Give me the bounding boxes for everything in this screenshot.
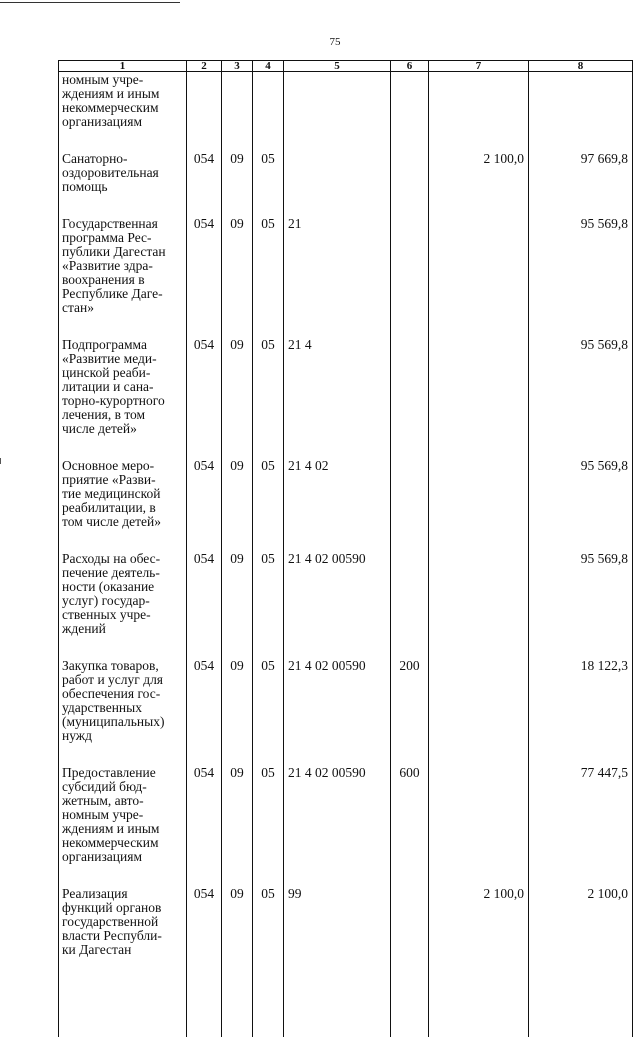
row-name-line: ности (оказание bbox=[62, 579, 155, 594]
row-name bbox=[59, 72, 187, 150]
cell-expense-type bbox=[391, 549, 429, 656]
row-name-line: нужд bbox=[62, 728, 92, 743]
column-header-3: 3 bbox=[222, 61, 253, 72]
cell-expense-type: 600 bbox=[391, 763, 429, 884]
row-name-line: ждениям и иным bbox=[62, 86, 160, 101]
margin-mark bbox=[0, 458, 1, 464]
row-name-line: Реализация bbox=[62, 886, 128, 901]
cell-section: 09 bbox=[222, 456, 253, 549]
row-name bbox=[59, 456, 187, 549]
header-row bbox=[59, 61, 633, 72]
cell-column-8: 95 569,8 bbox=[529, 214, 633, 335]
cell-subsection: 05 bbox=[253, 656, 284, 763]
cell-section: 09 bbox=[222, 214, 253, 335]
row-name bbox=[59, 149, 187, 214]
row-name-line: организациям bbox=[62, 114, 143, 129]
cell-ministry: 054 bbox=[187, 656, 222, 763]
cell-column-8: 95 569,8 bbox=[529, 549, 633, 656]
column-header-6: 6 bbox=[391, 61, 429, 72]
row-name-line: ждениям и иным bbox=[62, 821, 160, 836]
cell-ministry: 054 bbox=[187, 884, 222, 1037]
column-header-7: 7 bbox=[429, 61, 529, 72]
cell-column-7: 2 100,0 bbox=[429, 149, 529, 214]
row-name-line: номным учре- bbox=[62, 807, 144, 822]
row-name-line: субсидий бюд- bbox=[62, 779, 147, 794]
row-name-line: «Развитие здра- bbox=[62, 258, 153, 273]
cell-subsection bbox=[253, 72, 284, 150]
row-name-line: приятие «Разви- bbox=[62, 472, 156, 487]
cell-section: 09 bbox=[222, 335, 253, 456]
row-name-line: числе детей» bbox=[62, 421, 137, 436]
row-name-line: некоммерческим bbox=[62, 100, 159, 115]
cell-subsection: 05 bbox=[253, 884, 284, 1037]
cell-column-8: 95 569,8 bbox=[529, 335, 633, 456]
cell-column-7: 2 100,0 bbox=[429, 884, 529, 1037]
row-name-line: реабилитации, в bbox=[62, 500, 156, 515]
cell-target-article: 21 4 bbox=[284, 335, 391, 456]
row-name-line: государственной bbox=[62, 914, 159, 929]
cell-column-7 bbox=[429, 456, 529, 549]
row-name-line: помощь bbox=[62, 179, 108, 194]
table-row bbox=[59, 763, 633, 884]
row-name-line: Санаторно- bbox=[62, 151, 128, 166]
cell-ministry: 054 bbox=[187, 214, 222, 335]
cell-column-8 bbox=[529, 72, 633, 150]
cell-target-article: 21 bbox=[284, 214, 391, 335]
row-name-line: работ и услуг для bbox=[62, 672, 164, 687]
cell-subsection: 05 bbox=[253, 214, 284, 335]
row-name bbox=[59, 549, 187, 656]
row-name-line: оздоровительная bbox=[62, 165, 159, 180]
row-name-line: лечения, в том bbox=[62, 407, 146, 422]
row-name-line: функций органов bbox=[62, 900, 162, 915]
cell-section: 09 bbox=[222, 884, 253, 1037]
cell-expense-type bbox=[391, 149, 429, 214]
row-name bbox=[59, 656, 187, 763]
column-header-1: 1 bbox=[59, 61, 187, 72]
cell-subsection: 05 bbox=[253, 456, 284, 549]
cell-ministry: 054 bbox=[187, 149, 222, 214]
row-name-line: тие медицинской bbox=[62, 486, 161, 501]
cell-expense-type bbox=[391, 335, 429, 456]
row-name bbox=[59, 884, 187, 1037]
cell-section: 09 bbox=[222, 549, 253, 656]
row-name-line: литации и сана- bbox=[62, 379, 154, 394]
cell-section: 09 bbox=[222, 763, 253, 884]
column-header-2: 2 bbox=[187, 61, 222, 72]
cell-subsection: 05 bbox=[253, 763, 284, 884]
cell-expense-type: 200 bbox=[391, 656, 429, 763]
cell-column-8: 18 122,3 bbox=[529, 656, 633, 763]
column-header-8: 8 bbox=[529, 61, 633, 72]
row-name-line: власти Республи- bbox=[62, 928, 162, 943]
page-number: 75 bbox=[329, 36, 341, 48]
cell-subsection: 05 bbox=[253, 149, 284, 214]
row-name bbox=[59, 214, 187, 335]
cell-target-article: 21 4 02 00590 bbox=[284, 656, 391, 763]
cell-expense-type bbox=[391, 456, 429, 549]
cell-column-8: 97 669,8 bbox=[529, 149, 633, 214]
row-name-line: номным учре- bbox=[62, 72, 144, 87]
cell-target-article: 21 4 02 00590 bbox=[284, 549, 391, 656]
cell-expense-type bbox=[391, 884, 429, 1037]
row-name-line: стан» bbox=[62, 300, 95, 315]
row-name-line: организациям bbox=[62, 849, 143, 864]
cell-subsection: 05 bbox=[253, 335, 284, 456]
row-name-line: печение деятель- bbox=[62, 565, 160, 580]
cell-ministry: 054 bbox=[187, 335, 222, 456]
cell-target-article: 21 4 02 bbox=[284, 456, 391, 549]
table-row bbox=[59, 456, 633, 549]
row-name-line: услуг) государ- bbox=[62, 593, 150, 608]
cell-column-7 bbox=[429, 549, 529, 656]
row-name-line: публики Дагестан bbox=[62, 244, 166, 259]
cell-target-article bbox=[284, 72, 391, 150]
cell-expense-type bbox=[391, 214, 429, 335]
row-name-line: Расходы на обес- bbox=[62, 551, 161, 566]
row-name-line: ственных учре- bbox=[62, 607, 151, 622]
cell-column-7 bbox=[429, 214, 529, 335]
row-name-line: воохранения в bbox=[62, 272, 145, 287]
row-name-line: Предоставление bbox=[62, 765, 156, 780]
row-name-line: Государственная bbox=[62, 216, 158, 231]
row-name-line: ждений bbox=[62, 621, 106, 636]
row-name-line: ки Дагестан bbox=[62, 942, 132, 957]
row-name-line: (муниципальных) bbox=[62, 714, 165, 729]
row-name bbox=[59, 335, 187, 456]
row-name-line: «Развитие меди- bbox=[62, 351, 157, 366]
row-name bbox=[59, 763, 187, 884]
table-row bbox=[59, 549, 633, 656]
cell-ministry: 054 bbox=[187, 456, 222, 549]
cell-section: 09 bbox=[222, 149, 253, 214]
row-name-line: Республике Даге- bbox=[62, 286, 163, 301]
table-row bbox=[59, 656, 633, 763]
row-name-line: обеспечения гос- bbox=[62, 686, 161, 701]
row-name-line: ударственных bbox=[62, 700, 142, 715]
cell-column-7 bbox=[429, 763, 529, 884]
cell-ministry bbox=[187, 72, 222, 150]
cell-section: 09 bbox=[222, 656, 253, 763]
cell-section bbox=[222, 72, 253, 150]
cell-column-7 bbox=[429, 72, 529, 150]
row-name-line: цинской реаби- bbox=[62, 365, 151, 380]
row-name-line: торно-курортного bbox=[62, 393, 165, 408]
top-rule bbox=[0, 2, 180, 3]
cell-column-8: 2 100,0 bbox=[529, 884, 633, 1037]
cell-column-7 bbox=[429, 335, 529, 456]
row-name-line: Закупка товаров, bbox=[62, 658, 159, 673]
row-name-line: Подпрограмма bbox=[62, 337, 147, 352]
row-name-line: том числе детей» bbox=[62, 514, 161, 529]
table-row bbox=[59, 884, 633, 1037]
column-header-5: 5 bbox=[284, 61, 391, 72]
cell-column-8: 77 447,5 bbox=[529, 763, 633, 884]
cell-subsection: 05 bbox=[253, 549, 284, 656]
budget-table bbox=[58, 60, 633, 1037]
column-header-4: 4 bbox=[253, 61, 284, 72]
cell-expense-type bbox=[391, 72, 429, 150]
row-name-line: Основное меро- bbox=[62, 458, 155, 473]
cell-ministry: 054 bbox=[187, 549, 222, 656]
row-name-line: жетным, авто- bbox=[62, 793, 144, 808]
table-row bbox=[59, 72, 633, 150]
cell-target-article: 99 bbox=[284, 884, 391, 1037]
table-row bbox=[59, 335, 633, 456]
table-row bbox=[59, 149, 633, 214]
cell-column-8: 95 569,8 bbox=[529, 456, 633, 549]
cell-target-article: 21 4 02 00590 bbox=[284, 763, 391, 884]
cell-ministry: 054 bbox=[187, 763, 222, 884]
cell-column-7 bbox=[429, 656, 529, 763]
table-row bbox=[59, 214, 633, 335]
row-name-line: программа Рес- bbox=[62, 230, 152, 245]
cell-target-article bbox=[284, 149, 391, 214]
row-name-line: некоммерческим bbox=[62, 835, 159, 850]
